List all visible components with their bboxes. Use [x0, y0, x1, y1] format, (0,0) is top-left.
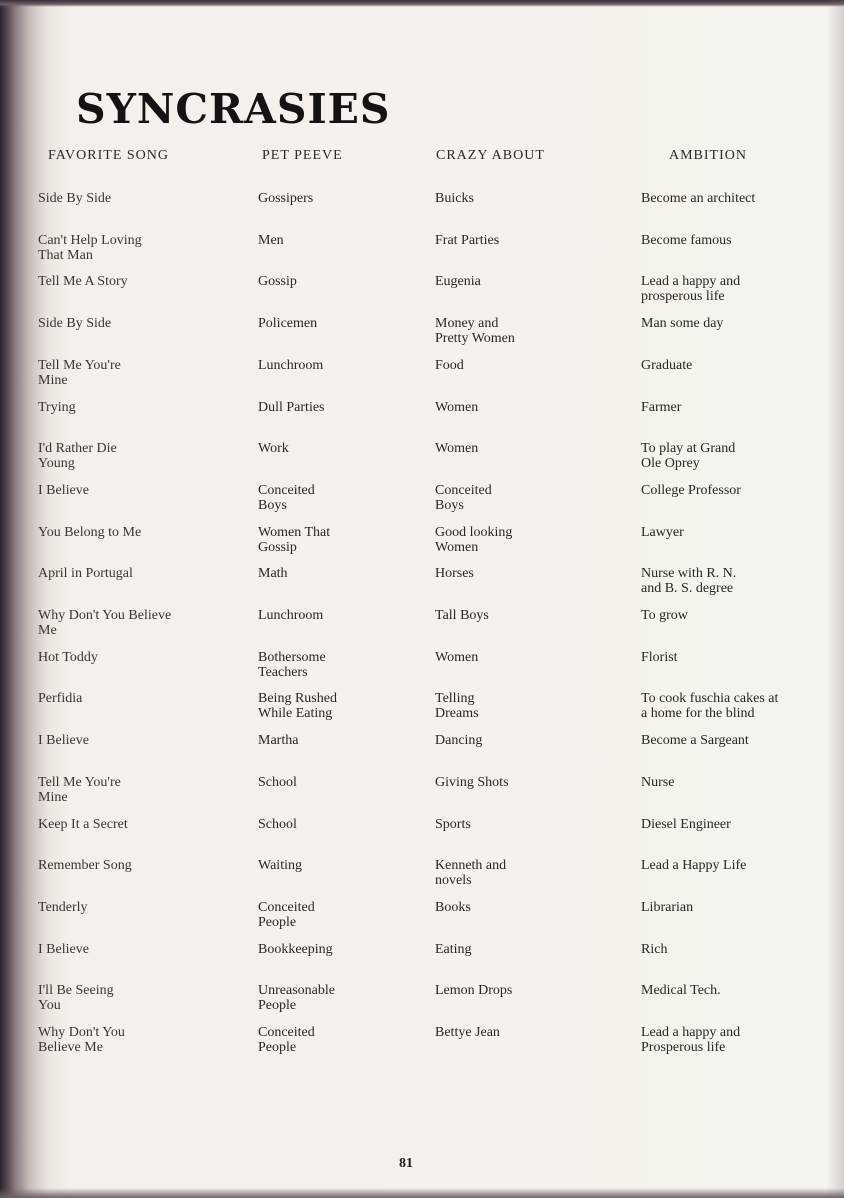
song-cell: Trying [38, 399, 76, 415]
pet-peeve-cell: Gossipers [258, 191, 314, 206]
crazy-about-cell: Kenneth and novels [435, 858, 507, 889]
crazy-about-cell: Giving Shots [435, 774, 509, 790]
song-cell: Side By Side [38, 191, 112, 206]
song-cell: I Believe [38, 733, 89, 749]
ambition-cell: To cook fuschia cakes at a home for the blind [641, 691, 779, 722]
crazy-about-cell: Tall Boys [435, 608, 489, 623]
ambition-cell: Farmer [641, 399, 682, 415]
crazy-about-cell: Good looking Women [435, 524, 513, 555]
ambition-cell: To play at Grand Ole Oprey [641, 441, 736, 472]
song-cell: I Believe [38, 941, 89, 957]
ambition-cell: Librarian [641, 899, 694, 915]
song-cell: Hot Toddy [38, 649, 98, 665]
ambition-cell: Diesel Engineer [641, 816, 731, 832]
header-crazy-about: CRAZY ABOUT [436, 148, 545, 163]
song-cell: Tell Me A Story [38, 274, 128, 290]
page-number: 81 [399, 1156, 413, 1171]
ambition-cell: Lead a happy and prosperous life [641, 274, 741, 305]
ambition-cell: Nurse [641, 774, 675, 790]
pet-peeve-cell: School [258, 774, 297, 790]
pet-peeve-cell: Conceited People [258, 1025, 315, 1055]
pet-peeve-cell: Conceited Boys [258, 482, 315, 513]
pet-peeve-cell: Math [258, 566, 288, 582]
pet-peeve-cell: Bothersome Teachers [258, 649, 326, 680]
song-cell: I'll Be Seeing You [38, 983, 114, 1014]
song-cell: Tell Me You're Mine [38, 357, 121, 388]
crazy-about-cell: Eugenia [435, 274, 481, 290]
song-cell: April in Portugal [38, 566, 133, 582]
pet-peeve-cell: Dull Parties [258, 399, 325, 415]
pet-peeve-cell: Lunchroom [258, 608, 324, 623]
ambition-cell: Man some day [641, 316, 724, 332]
crazy-about-cell: Buicks [435, 191, 474, 206]
song-cell: Can't Help Loving That Man [38, 232, 142, 263]
pet-peeve-cell: School [258, 816, 297, 832]
song-cell: Tenderly [38, 899, 88, 915]
crazy-about-cell: Frat Parties [435, 232, 500, 248]
page-right-shade [826, 0, 844, 1198]
ambition-cell: Lawyer [641, 524, 684, 540]
pet-peeve-cell: Men [258, 232, 284, 248]
ambition-cell: Lead a Happy Life [641, 858, 747, 874]
ambition-cell: Florist [641, 649, 678, 665]
crazy-about-cell: Dancing [435, 733, 483, 749]
ambition-cell: Lead a happy and Prosperous life [641, 1025, 741, 1055]
song-cell: You Belong to Me [38, 524, 142, 540]
header-ambition: AMBITION [669, 148, 747, 163]
crazy-about-cell: Women [435, 399, 479, 415]
crazy-about-cell: Women [435, 649, 479, 665]
song-cell: Keep It a Secret [38, 816, 128, 832]
ambition-cell: Medical Tech. [641, 983, 721, 999]
crazy-about-cell: Lemon Drops [435, 983, 513, 999]
ambition-cell: To grow [641, 608, 688, 623]
crazy-about-cell: Books [435, 899, 471, 915]
header-pet-peeve: PET PEEVE [262, 148, 343, 163]
crazy-about-cell: Sports [435, 816, 471, 832]
pet-peeve-cell: Being Rushed While Eating [258, 691, 337, 722]
crazy-about-cell: Food [435, 357, 464, 373]
pet-peeve-cell: Bookkeeping [258, 941, 333, 957]
page-bottom-edge [0, 1188, 844, 1198]
song-cell: Why Don't You Believe Me [38, 608, 172, 638]
pet-peeve-cell: Women That Gossip [258, 524, 331, 555]
pet-peeve-cell: Lunchroom [258, 357, 324, 373]
ambition-cell: College Professor [641, 482, 741, 498]
pet-peeve-cell: Martha [258, 733, 299, 749]
crazy-about-cell: Horses [435, 566, 474, 582]
pet-peeve-cell: Work [258, 441, 289, 457]
song-cell: Perfidia [38, 691, 83, 707]
crazy-about-cell: Money and Pretty Women [435, 316, 515, 347]
page-title: SYNCRASIES [76, 85, 391, 133]
crazy-about-cell: Eating [435, 941, 472, 957]
crazy-about-cell: Telling Dreams [435, 691, 479, 722]
header-favorite-song: FAVORITE SONG [48, 148, 169, 163]
pet-peeve-cell: Gossip [258, 274, 297, 290]
pet-peeve-cell: Policemen [258, 316, 318, 332]
ambition-cell: Become famous [641, 232, 732, 248]
pet-peeve-cell: Waiting [258, 858, 302, 874]
song-cell: I Believe [38, 482, 89, 498]
crazy-about-cell: Conceited Boys [435, 482, 492, 513]
song-cell: Tell Me You're Mine [38, 774, 121, 805]
ambition-cell: Become a Sargeant [641, 733, 749, 749]
song-cell: I'd Rather Die Young [38, 441, 117, 472]
ambition-cell: Rich [641, 941, 668, 957]
song-cell: Why Don't You Believe Me [38, 1025, 125, 1055]
pet-peeve-cell: Conceited People [258, 899, 315, 930]
pet-peeve-cell: Unreasonable People [258, 983, 335, 1014]
ambition-cell: Graduate [641, 357, 693, 373]
page-top-edge [0, 0, 844, 7]
song-cell: Remember Song [38, 858, 132, 874]
crazy-about-cell: Bettye Jean [435, 1025, 500, 1040]
song-cell: Side By Side [38, 316, 112, 332]
crazy-about-cell: Women [435, 441, 479, 457]
ambition-cell: Nurse with R. N. and B. S. degree [641, 566, 737, 597]
ambition-cell: Become an architect [641, 191, 756, 206]
